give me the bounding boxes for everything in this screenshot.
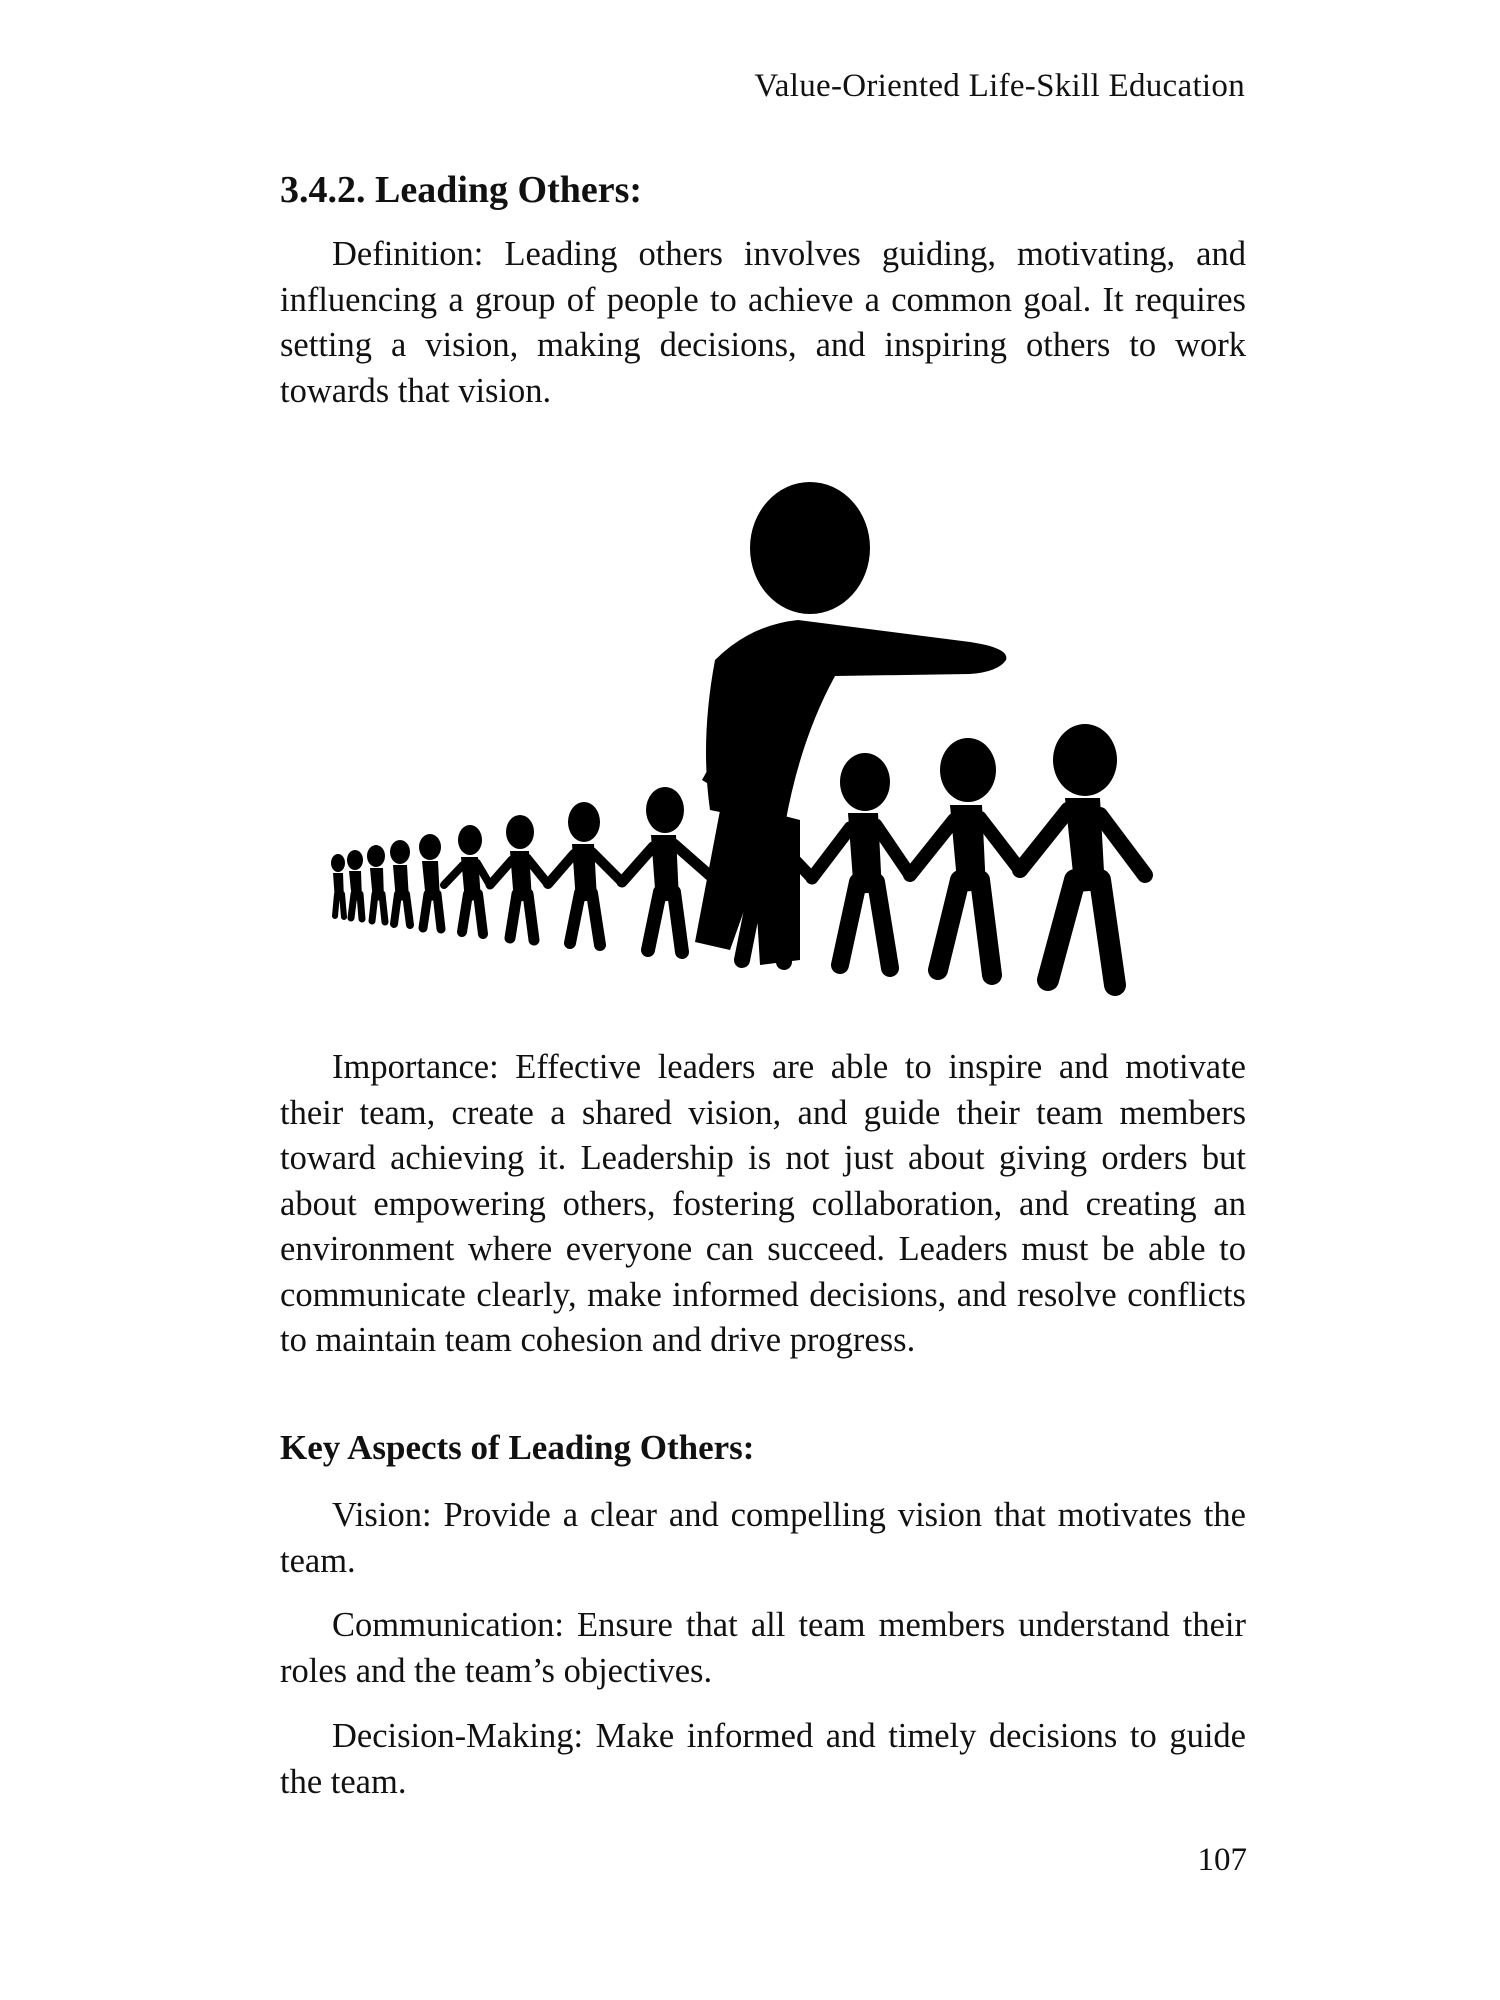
importance-paragraph: Importance: Effective leaders are able to inspire and motivate their team, create a shared vision, and guide their team members toward achieving it. Leadership is not just about giving orders but about empowering others, fostering collaboration, and creating an environment where everyone can succeed. Leaders must be able to communicate clearly, make informed decisions, and resolve conflicts to maintain team cohesion and drive progress. [280,1048,1246,1359]
leader-with-followers-icon [330,480,1160,1020]
page-number: 107 [1197,1842,1247,1878]
key-aspects-heading: Key Aspects of Leading Others: [280,1428,755,1467]
key-aspect-item: Vision: Provide a clear and compelling vision that motivates the team. [280,1496,1246,1580]
definition-paragraph: Definition: Leading others involves guiding, motivating, and influencing a group of people to achieve a common goal. It requires setting a vision, making decisions, and inspiring others to work towards that vision. [280,235,1246,410]
section-heading: 3.4.2. Leading Others: [280,169,643,211]
key-aspect-item: Communication: Ensure that all team members understand their roles and the team’s objectives. [280,1606,1246,1690]
key-aspect-item: Decision-Making: Make informed and timely decisions to guide the team. [280,1717,1246,1801]
running-head: Value-Oriented Life-Skill Education [754,68,1245,104]
